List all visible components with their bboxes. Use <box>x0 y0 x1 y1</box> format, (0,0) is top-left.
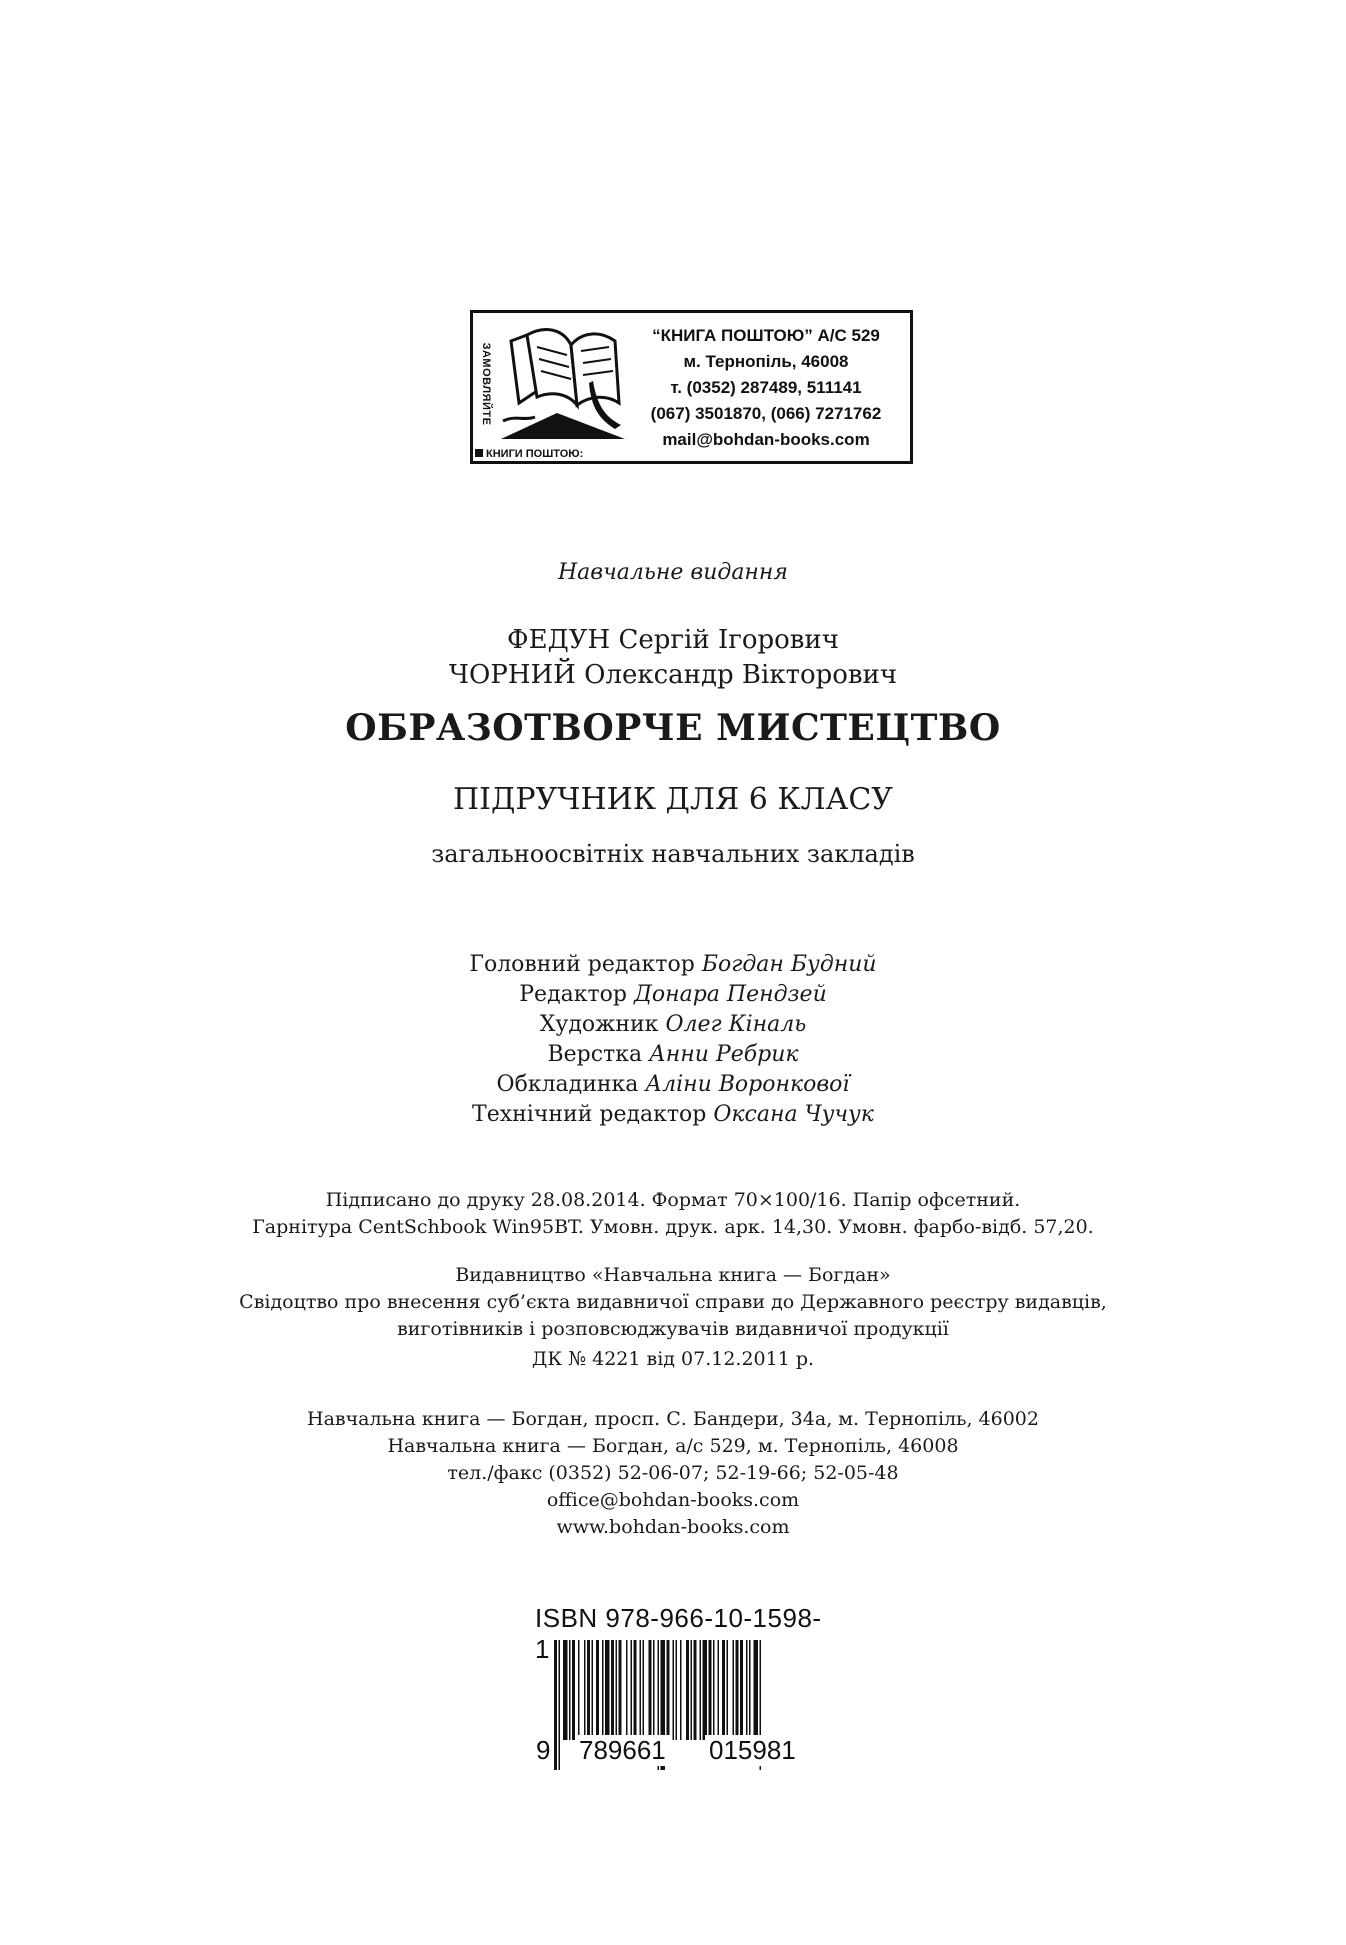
barcode-bar <box>722 1640 725 1740</box>
credit-person: Олег Кіналь <box>665 1012 807 1037</box>
barcode-bar <box>611 1640 614 1740</box>
publisher-info <box>0 1262 1346 1373</box>
author-name: Сергій Ігорович <box>618 625 839 655</box>
author-surname: ЧОРНИЙ <box>448 660 576 690</box>
credit-person: Анни Ребрик <box>649 1042 799 1067</box>
author-name: Олександр Вікторович <box>584 660 898 690</box>
publisher-info-line: Свідоцтво про внесення суб’єкта видавничої справи до Державного реєстру видавців, <box>239 1291 1107 1313</box>
book-audience: загальноосвітніх навчальних закладів <box>431 840 915 868</box>
book-title: ОБРАЗОТВОРЧЕ МИСТЕЦТВО <box>345 707 1001 749</box>
credit-role: Художник <box>539 1012 659 1037</box>
isbn-label: ISBN 978-966-10-1598-1 <box>535 1603 822 1664</box>
contact-line: office@bohdan-books.com <box>546 1489 800 1511</box>
stamp-side-band <box>475 313 495 461</box>
contacts-block <box>0 1406 1346 1541</box>
barcode-bar <box>653 1640 655 1740</box>
credit-line <box>0 1040 1346 1070</box>
author-surname: ФЕДУН <box>507 625 611 655</box>
barcode-bar <box>691 1640 693 1740</box>
barcode-bar <box>578 1640 580 1740</box>
barcode-bar <box>596 1640 599 1740</box>
barcode-bar <box>733 1640 735 1740</box>
barcode-bar <box>676 1640 678 1740</box>
barcode-bar <box>736 1640 739 1740</box>
barcode-bar <box>667 1640 670 1740</box>
barcode-bar <box>587 1640 590 1740</box>
barcode-bar <box>631 1640 633 1740</box>
barcode-digit-first: 9 <box>532 1735 554 1766</box>
credit-line <box>0 1010 1346 1040</box>
barcode-bar <box>680 1640 682 1740</box>
credit-line <box>0 950 1346 980</box>
barcode-bar <box>718 1640 720 1740</box>
credit-line <box>0 1100 1346 1130</box>
publisher-info-line: Видавництво «Навчальна книга — Богдан» <box>455 1264 891 1286</box>
open-book-icon <box>497 321 629 443</box>
stamp-line: м. Тернопіль, 46008 <box>683 352 849 371</box>
barcode-bar <box>634 1640 637 1740</box>
credit-person: Оксана Чучук <box>713 1102 874 1127</box>
print-info-line: Підписано до друку 28.08.2014. Формат 70×100/16. Папір офсетний. <box>325 1189 1021 1211</box>
barcode-bar <box>592 1640 594 1740</box>
barcode-bar <box>584 1640 586 1740</box>
print-info <box>0 1187 1346 1241</box>
author-line <box>0 660 1346 690</box>
contact-line: Навчальна книга — Богдан, а/с 529, м. Тернопіль, 46008 <box>387 1435 959 1457</box>
stamp-line: “КНИГА ПОШТОЮ” А/С 529 <box>652 326 880 345</box>
mail-order-stamp <box>470 310 913 464</box>
stamp-bottom-text: КНИГИ ПОШТОЮ: <box>486 448 584 460</box>
barcode-bar <box>640 1640 642 1740</box>
barcode-bar <box>754 1640 759 1740</box>
barcode-bar <box>700 1640 702 1740</box>
stamp-side-text: ЗАМОВЛЯЙТЕ <box>480 342 492 426</box>
print-info-line: Гарнітура CentSchbook Win95BT. Умовн. друк. арк. 14,30. Умовн. фарбо-відб. 57,20. <box>252 1216 1094 1238</box>
barcode-bar <box>602 1640 604 1740</box>
edition-type: Навчальне видання <box>558 560 788 585</box>
barcode-bar <box>605 1640 610 1740</box>
credit-line <box>0 1070 1346 1100</box>
barcode-bar <box>569 1640 571 1740</box>
barcode-bar <box>572 1640 575 1740</box>
stamp-contact-lines <box>621 323 911 453</box>
credit-line <box>0 980 1346 1010</box>
contact-line: Навчальна книга — Богдан, просп. С. Бандери, 34а, м. Тернопіль, 46002 <box>307 1408 1039 1430</box>
stamp-line: (067) 3501870, (066) 7271762 <box>650 404 882 423</box>
contact-line: тел./факс (0352) 52-06-07; 52-19-66; 52-05-48 <box>447 1462 899 1484</box>
barcode-bar <box>643 1640 645 1740</box>
stamp-line: т. (0352) 287489, 511141 <box>670 378 862 397</box>
credit-person: Донара Пендзей <box>633 982 827 1007</box>
barcode-bar <box>649 1640 652 1740</box>
credit-role: Обкладинка <box>496 1072 639 1097</box>
author-line <box>0 625 1346 655</box>
barcode-bar <box>673 1640 675 1740</box>
barcode-bar <box>616 1640 618 1740</box>
credit-person: Богдан Будний <box>701 952 877 977</box>
barcode-bar <box>709 1640 712 1740</box>
credit-role: Верстка <box>547 1042 643 1067</box>
stamp-line: mail@bohdan-books.com <box>662 430 870 449</box>
barcode-bar <box>740 1640 743 1740</box>
barcode-bar <box>703 1640 708 1740</box>
barcode-bar <box>746 1640 748 1740</box>
barcode-bar <box>727 1640 729 1740</box>
contact-line: www.bohdan-books.com <box>556 1516 790 1538</box>
barcode-bar <box>563 1640 568 1740</box>
book-subtitle: ПІДРУЧНИК ДЛЯ 6 КЛАСУ <box>453 782 893 817</box>
barcode-bar <box>619 1640 622 1740</box>
barcode-digits-left: 789661 <box>575 1735 670 1766</box>
barcode-digits-right: 015981 <box>705 1735 800 1766</box>
credit-role: Редактор <box>519 982 627 1007</box>
barcode-bar <box>694 1640 697 1740</box>
stamp-bottom-label <box>475 446 625 462</box>
publisher-info-line: ДК № 4221 від 07.12.2011 р. <box>531 1348 815 1370</box>
credit-role: Технічний редактор <box>472 1102 707 1127</box>
credits-block <box>0 950 1346 1130</box>
barcode-bar <box>559 1640 561 1770</box>
credit-role: Головний редактор <box>469 952 695 977</box>
publisher-info-line: виготівників і розповсюджувачів видавничої продукції <box>397 1318 949 1340</box>
barcode-bar <box>626 1640 628 1740</box>
barcode-bar <box>749 1640 751 1740</box>
credit-person: Аліни Воронкової <box>645 1072 850 1097</box>
barcode-bar <box>686 1640 689 1740</box>
barcode-bar <box>713 1640 715 1740</box>
